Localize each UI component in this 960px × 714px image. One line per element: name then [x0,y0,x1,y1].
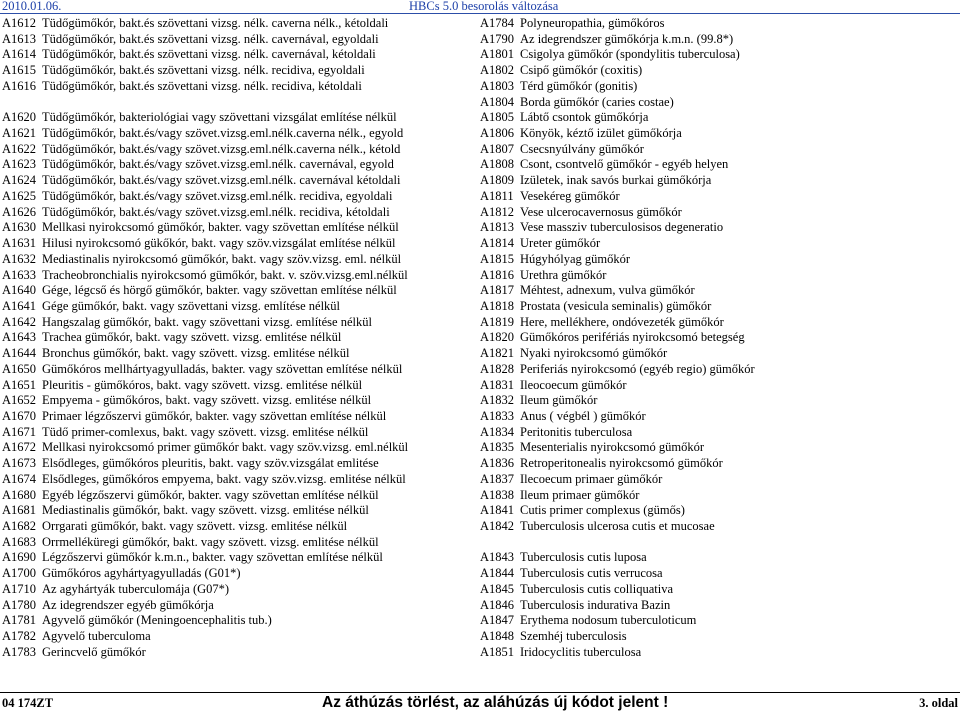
header-title: HBCs 5.0 besorolás változása [409,0,559,13]
diagnosis-code: A1790 [480,31,515,46]
diagnosis-code: A1670 [2,408,37,423]
code-row [2,629,484,645]
diagnosis-description: Cutis primer complexus (gümős) [520,503,685,518]
diagnosis-description: Nyaki nyirokcsomó gümőkór [520,346,668,361]
diagnosis-code: A1616 [2,78,37,93]
diagnosis-code: A1632 [2,251,37,266]
code-row [480,488,958,504]
diagnosis-code: A1812 [480,204,515,219]
diagnosis-description: Csipő gümőkór (coxitis) [520,63,643,78]
code-row [2,330,484,346]
code-row [480,409,958,425]
diagnosis-description: Ileum gümőkór [520,393,598,408]
code-row [480,378,958,394]
diagnosis-description: Az agyhártyák tuberculomája (G07*) [42,581,230,596]
diagnosis-description: Légzőszervi gümőkór k.m.n., bakter. vagy szövettan említése nélkül [42,550,383,565]
diagnosis-description: Hangszalag gümőkór, bakt. vagy szövettani vizsg. említése nélkül [42,314,372,329]
diagnosis-code: A1622 [2,141,37,156]
code-row [2,425,484,441]
code-row [2,283,484,299]
code-row [2,393,484,409]
diagnosis-description: Izületek, inak savós burkai gümőkórja [520,173,712,188]
diagnosis-description: Vesekéreg gümőkór [520,188,620,203]
diagnosis-description: Iridocyclitis tuberculosa [520,644,642,659]
diagnosis-description: Tüdő primer-comlexus, bakt. vagy szövett. vizsg. emlitése nélkül [42,424,369,439]
diagnosis-description: Tüdőgümőkór, bakt.és szövettani vizsg. nélk. recidiva, egyoldali [42,63,365,78]
code-row [480,362,958,378]
diagnosis-code: A1831 [480,377,515,392]
diagnosis-code: A1682 [2,519,37,533]
diagnosis-description: Erythema nodosum tuberculoticum [520,613,697,628]
diagnosis-code: A1828 [480,361,515,376]
diagnosis-code: A1843 [480,550,515,565]
right-code-column [480,16,958,660]
diagnosis-description: Tüdőgümőkór, bakt.és szövettani vizsg. nélk. caverna nélk., kétoldali [42,16,389,30]
code-row [2,409,484,425]
list-spacer [480,535,958,551]
header-divider [0,13,960,14]
page-footer [0,692,960,714]
diagnosis-code: A1811 [480,188,514,203]
diagnosis-description: Gerincvelő gümőkór [42,644,146,659]
diagnosis-code: A1805 [480,110,515,125]
code-row [2,456,484,472]
code-row [480,645,958,661]
diagnosis-code: A1780 [2,597,37,612]
diagnosis-description: Tuberculosis cutis colliquativa [520,581,673,596]
code-row [2,346,484,362]
diagnosis-description: Primaer légzőszervi gümőkór, bakter. vagy szövettan említése nélkül [42,408,387,423]
diagnosis-code: A1683 [2,534,37,549]
diagnosis-code: A1817 [480,283,515,298]
diagnosis-description: Gümőkóros mellhártyagyulladás, bakter. vagy szövettan említése nélkül [42,361,403,376]
diagnosis-code: A1804 [480,94,515,109]
diagnosis-code: A1630 [2,220,37,235]
diagnosis-code: A1783 [2,644,37,659]
diagnosis-code: A1838 [480,487,515,502]
diagnosis-code: A1625 [2,188,37,203]
code-row [2,142,484,158]
diagnosis-code: A1612 [2,16,37,30]
diagnosis-code: A1809 [480,173,515,188]
code-row [480,110,958,126]
diagnosis-code: A1821 [480,346,515,361]
code-row [2,205,484,221]
code-row [2,47,484,63]
code-row [480,519,958,535]
diagnosis-description: Húgyhólyag gümőkór [520,251,631,266]
diagnosis-code: A1644 [2,346,37,361]
code-row [480,330,958,346]
diagnosis-code: A1624 [2,173,37,188]
diagnosis-description: Periferiás nyirokcsomó (egyéb regio) gümőkór [520,361,755,376]
diagnosis-code: A1642 [2,314,37,329]
diagnosis-description: Könyök, kéztő izület gümőkórja [520,126,682,141]
code-row [2,32,484,48]
diagnosis-code: A1620 [2,110,37,125]
diagnosis-code: A1690 [2,550,37,565]
code-row [480,613,958,629]
diagnosis-description: Agyvelő tuberculoma [42,629,151,644]
diagnosis-description: Tüdőgümőkór, bakt.és/vagy szövet.vizsg.eml.nélk.caverna nélk., egyold [42,126,404,141]
diagnosis-description: Mesenterialis nyirokcsomó gümőkór [520,440,704,455]
diagnosis-code: A1710 [2,581,37,596]
diagnosis-description: Csecsnyúlvány gümőkór [520,141,644,156]
footer-page-number: 3. oldal [919,696,958,710]
code-row [480,315,958,331]
diagnosis-description: Ileocoecum gümőkór [520,377,627,392]
code-row [2,472,484,488]
diagnosis-code: A1847 [480,613,515,628]
code-row [2,79,484,95]
diagnosis-description: Gége, légcső és hörgő gümőkór, bakter. vagy szövettan említése nélkül [42,283,397,298]
diagnosis-description: Tüdőgümőkór, bakt.és/vagy szövet.vizsg.eml.nélk. recidiva, kétoldali [42,204,390,219]
diagnosis-description: Borda gümőkór (caries costae) [520,94,674,109]
code-row [2,299,484,315]
diagnosis-description: Méhtest, adnexum, vulva gümőkór [520,283,695,298]
diagnosis-code: A1614 [2,47,37,62]
code-row [480,503,958,519]
code-row [2,157,484,173]
diagnosis-code: A1836 [480,456,515,471]
diagnosis-code: A1841 [480,503,515,518]
code-row [480,299,958,315]
diagnosis-code: A1651 [2,377,37,392]
code-row [2,189,484,205]
code-row [480,220,958,236]
diagnosis-description: Csigolya gümőkór (spondylitis tuberculosa) [520,47,740,62]
diagnosis-code: A1842 [480,519,515,533]
diagnosis-description: Prostata (vesicula seminalis) gümőkór [520,298,712,313]
diagnosis-description: Elsődleges, gümőkóros empyema, bakt. vagy szöv.vizsg. emlitése nélkül [42,471,406,486]
code-row [2,550,484,566]
code-row [2,503,484,519]
diagnosis-code: A1802 [480,63,515,78]
diagnosis-code: A1633 [2,267,37,282]
code-row [2,220,484,236]
diagnosis-code [480,535,520,551]
code-row [2,582,484,598]
code-row [2,566,484,582]
code-row [480,582,958,598]
diagnosis-description: Az idegrendszer gümőkórja k.m.n. (99.8*) [520,31,734,46]
diagnosis-description: Tüdőgümőkór, bakt.és/vagy szövet.vizsg.eml.nélk. cavernával kétoldali [42,173,401,188]
code-row [480,47,958,63]
diagnosis-description: Retroperitonealis nyirokcsomó gümőkór [520,456,723,471]
diagnosis-code: A1808 [480,157,515,172]
diagnosis-description: Mellkasi nyirokcsomó primer gümőkór bakt. vagy szöv.vizsg. eml.nélkül [42,440,409,455]
diagnosis-description: Mellkasi nyirokcsomó gümőkór, bakter. vagy szövettan említése nélkül [42,220,399,235]
diagnosis-code: A1782 [2,629,37,644]
code-row [2,488,484,504]
diagnosis-code: A1671 [2,424,37,439]
diagnosis-description: Egyéb légzőszervi gümőkór, bakter. vagy szövettan említése nélkül [42,487,379,502]
diagnosis-description: Polyneuropathia, gümőkóros [520,16,665,30]
header-date: 2010.01.06. [2,0,62,13]
diagnosis-description: Tuberculosis cutis luposa [520,550,647,565]
diagnosis-description: Tuberculosis ulcerosa cutis et mucosae [520,519,715,533]
code-row [480,236,958,252]
diagnosis-code: A1820 [480,330,515,345]
code-row [480,268,958,284]
diagnosis-code: A1652 [2,393,37,408]
code-row [480,189,958,205]
diagnosis-description: Gümőkóros agyhártyagyulladás (G01*) [42,566,241,581]
code-row [2,378,484,394]
code-row [480,95,958,111]
diagnosis-code: A1626 [2,204,37,219]
code-row [480,205,958,221]
diagnosis-description: Gége gümőkór, bakt. vagy szövettani vizsg. említése nélkül [42,298,341,313]
code-row [2,519,484,535]
diagnosis-code: A1851 [480,644,515,659]
diagnosis-code: A1681 [2,503,37,518]
diagnosis-code: A1700 [2,566,37,581]
diagnosis-code: A1807 [480,141,515,156]
diagnosis-description: Lábtő csontok gümőkórja [520,110,649,125]
diagnosis-description: Tüdőgümőkór, bakt.és szövettani vizsg. nélk. recidiva, kétoldali [42,78,362,93]
diagnosis-code: A1623 [2,157,37,172]
diagnosis-code: A1845 [480,581,515,596]
diagnosis-description: Tuberculosis indurativa Bazin [520,597,671,612]
diagnosis-description: Empyema - gümőkóros, bakt. vagy szövett. vizsg. emlitése nélkül [42,393,372,408]
code-row [2,173,484,189]
code-row [2,315,484,331]
diagnosis-code: A1631 [2,236,37,251]
code-row [480,126,958,142]
code-row [2,252,484,268]
diagnosis-code: A1621 [2,126,37,141]
diagnosis-code: A1819 [480,314,515,329]
diagnosis-code: A1640 [2,283,37,298]
diagnosis-description: Tüdőgümőkór, bakt.és/vagy szövet.vizsg.eml.nélk. cavernával, egyold [42,157,394,172]
code-row [480,32,958,48]
diagnosis-description: Az idegrendszer egyéb gümőkórja [42,597,214,612]
diagnosis-description: Tracheobronchialis nyirokcsomó gümőkór, bakt. v. szöv.vizsg.eml.nélkül [42,267,408,282]
code-row [480,79,958,95]
footer-divider [0,692,960,693]
diagnosis-code: A1781 [2,613,37,628]
code-row [480,252,958,268]
code-row [480,283,958,299]
diagnosis-code: A1816 [480,267,515,282]
diagnosis-code: A1673 [2,456,37,471]
diagnosis-description: Csont, csontvelő gümőkór - egyéb helyen [520,157,729,172]
code-row [480,173,958,189]
code-row [480,346,958,362]
diagnosis-code: A1846 [480,597,515,612]
code-row [480,566,958,582]
code-row [480,425,958,441]
diagnosis-description: Agyvelő gümőkór (Meningoencephalitis tub.) [42,613,272,628]
diagnosis-code: A1643 [2,330,37,345]
diagnosis-code: A1833 [480,408,515,423]
diagnosis-description: Ureter gümőkór [520,236,601,251]
diagnosis-code: A1815 [480,251,515,266]
diagnosis-code: A1837 [480,471,515,486]
diagnosis-description: Pleuritis - gümőkóros, bakt. vagy szövett. vizsg. emlitése nélkül [42,377,363,392]
code-row [2,268,484,284]
diagnosis-code: A1784 [480,16,515,30]
code-row [480,472,958,488]
list-spacer [2,95,484,111]
diagnosis-description: Vese ulcerocavernosus gümőkór [520,204,682,219]
diagnosis-description: Szemhéj tuberculosis [520,629,627,644]
code-row [2,362,484,378]
diagnosis-description: Elsődleges, gümőkóros pleuritis, bakt. vagy szöv.vizsgálat emlitése [42,456,379,471]
code-row [480,157,958,173]
diagnosis-code: A1806 [480,126,515,141]
diagnosis-code: A1641 [2,298,37,313]
diagnosis-code: A1801 [480,47,515,62]
diagnosis-description: Orrgarati gümőkór, bakt. vagy szövett. vizsg. emlitése nélkül [42,519,348,533]
code-row [2,645,484,661]
footer-document-id: 04 174ZT [2,696,54,710]
diagnosis-code: A1848 [480,629,515,644]
diagnosis-code [2,95,42,111]
code-row [480,598,958,614]
diagnosis-code: A1650 [2,361,37,376]
diagnosis-description: Tüdőgümőkór, bakteriológiai vagy szövettani vizsgálat említése nélkül [42,110,397,125]
diagnosis-code: A1613 [2,31,37,46]
diagnosis-description: Mediastinalis gümőkór, bakt. vagy szövett. vizsg. emlitése nélkül [42,503,369,518]
footer-legend-note: Az áthúzás törlést, az aláhúzás új kódot jelent ! [322,694,669,711]
diagnosis-description: Tüdőgümőkór, bakt.és szövettani vizsg. nélk. cavernával, egyoldali [42,31,379,46]
diagnosis-code: A1818 [480,298,515,313]
diagnosis-description: Anus ( végbél ) gümőkór [520,408,646,423]
diagnosis-code: A1835 [480,440,515,455]
code-row [2,126,484,142]
diagnosis-code: A1832 [480,393,515,408]
code-row [2,110,484,126]
diagnosis-description: Gümőkóros perifériás nyirokcsomó betegség [520,330,745,345]
diagnosis-description: Ilecoecum primaer gümőkór [520,471,663,486]
diagnosis-description: Hilusi nyirokcsomó gükőkór, bakt. vagy szöv.vizsgálat említése nélkül [42,236,396,251]
code-row [480,393,958,409]
diagnosis-description: Trachea gümőkór, bakt. vagy szövett. vizsg. emlitése nélkül [42,330,342,345]
code-row [2,598,484,614]
diagnosis-code: A1803 [480,78,515,93]
code-row [2,63,484,79]
diagnosis-description: Tüdőgümőkór, bakt.és szövettani vizsg. nélk. cavernával, kétoldali [42,47,376,62]
code-row [480,63,958,79]
diagnosis-code: A1680 [2,487,37,502]
left-code-column [2,16,484,660]
diagnosis-description: Here, mellékhere, ondóvezeték gümőkór [520,314,724,329]
code-row [2,613,484,629]
diagnosis-description: Urethra gümőkór [520,267,607,282]
diagnosis-code: A1844 [480,566,515,581]
diagnosis-code: A1834 [480,424,515,439]
diagnosis-code: A1814 [480,236,515,251]
code-row [480,16,958,32]
diagnosis-description: Tüdőgümőkór, bakt.és/vagy szövet.vizsg.eml.nélk.caverna nélk., kétold [42,141,401,156]
diagnosis-description: Vese massziv tuberculosisos degeneratio [520,220,724,235]
diagnosis-code: A1674 [2,471,37,486]
page-header [0,0,960,14]
code-row [2,236,484,252]
diagnosis-description: Orrmelléküregi gümőkór, bakt. vagy szövett. vizsg. emlitése nélkül [42,534,379,549]
code-row [2,16,484,32]
diagnosis-description: Tüdőgümőkór, bakt.és/vagy szövet.vizsg.eml.nélk. recidiva, egyoldali [42,188,393,203]
diagnosis-code: A1813 [480,220,515,235]
diagnosis-description: Peritonitis tuberculosa [520,424,633,439]
diagnosis-code: A1615 [2,63,37,78]
code-row [480,456,958,472]
diagnosis-description: Térd gümőkór (gonitis) [520,78,638,93]
code-row [2,440,484,456]
code-row [480,550,958,566]
diagnosis-description: Tuberculosis cutis verrucosa [520,566,663,581]
diagnosis-description: Mediastinalis nyirokcsomó gümőkór, bakt. vagy szöv.vizsg. eml. nélkül [42,251,402,266]
code-row [2,535,484,551]
code-row [480,629,958,645]
diagnosis-description: Bronchus gümőkór, bakt. vagy szövett. vizsg. emlitése nélkül [42,346,350,361]
code-row [480,142,958,158]
code-row [480,440,958,456]
diagnosis-description: Ileum primaer gümőkór [520,487,640,502]
diagnosis-code: A1672 [2,440,37,455]
